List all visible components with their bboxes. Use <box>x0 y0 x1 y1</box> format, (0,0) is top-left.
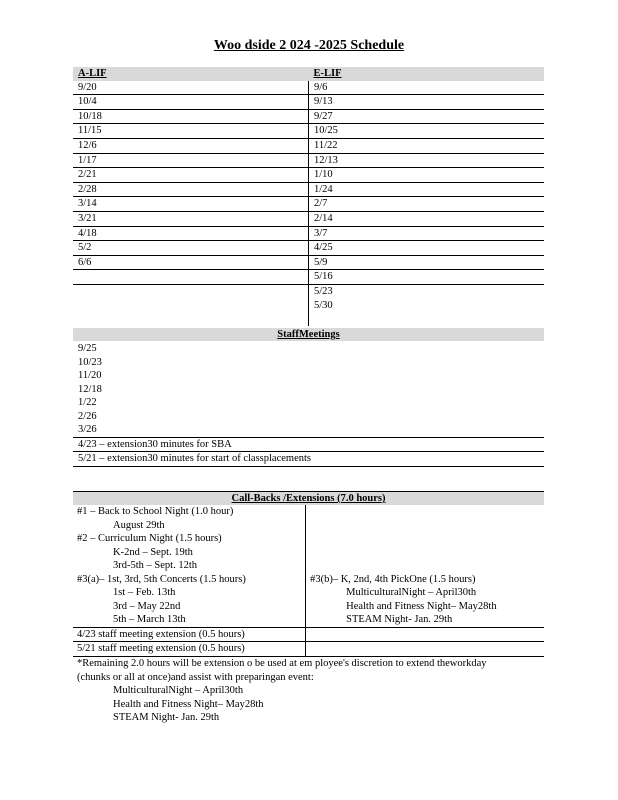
callback-3a: #3(a)– 1st, 3rd, 5th Concerts (1.5 hours) <box>77 573 246 585</box>
lif-row <box>73 312 544 326</box>
lif-row <box>73 109 544 124</box>
lif-row <box>73 138 544 153</box>
note-line-2: (chunks or all at once)and assist with preparingan event: <box>77 671 314 683</box>
lif-table <box>73 67 544 326</box>
a-lif-date: 11/15 <box>73 124 309 139</box>
e-lif-date: 9/13 <box>309 95 545 110</box>
lif-row <box>73 182 544 197</box>
callback-3a-date-3: 5th – March 13th <box>113 614 186 625</box>
callback-3b-event-1: MulticulturalNight – April30th <box>346 587 477 598</box>
callback-3a-date-1: 1st – Feb. 13th <box>113 587 176 598</box>
lif-row <box>73 168 544 183</box>
staff-meetings-section <box>73 328 544 467</box>
lif-row <box>73 95 544 110</box>
remaining-hours-note <box>77 657 547 725</box>
e-lif-date: 9/27 <box>309 109 545 124</box>
a-lif-date: 6/6 <box>73 255 309 270</box>
note-event-1: MulticulturalNight – April30th <box>113 685 244 696</box>
lif-row <box>73 81 544 95</box>
note-event-3: STEAM Night- Jan. 29th <box>113 712 220 723</box>
callback-1-date: August 29th <box>113 519 165 531</box>
staff-meeting-date: 10/23 <box>78 356 102 368</box>
a-lif-date: 10/4 <box>73 95 309 110</box>
page-title: Woo dside 2 024 -2025 Schedule <box>213 38 405 53</box>
a-lif-date: 10/18 <box>73 109 309 124</box>
e-lif-date: 1/10 <box>309 168 545 183</box>
a-lif-date: 9/20 <box>73 81 309 95</box>
callback-2-date-a: K-2nd – Sept. 19th <box>113 546 193 558</box>
staff-meeting-date: 4/23 – extension30 minutes for SBA <box>73 437 544 453</box>
callback-3b-event-2: Health and Fitness Night– May28th <box>346 600 497 612</box>
e-lif-date: 3/7 <box>309 226 545 241</box>
e-lif-date: 5/23 <box>314 285 333 297</box>
lif-row <box>73 153 544 168</box>
lif-row <box>73 197 544 212</box>
staff-meetings-list <box>73 341 544 467</box>
a-lif-date: 3/21 <box>73 211 309 226</box>
lif-header-row <box>73 67 544 81</box>
e-lif-date: 2/7 <box>309 197 545 212</box>
callback-2-date-b: 3rd-5th – Sept. 12th <box>113 560 197 571</box>
e-lif-date: 5/16 <box>309 270 545 285</box>
callback-3b: #3(b)– K, 2nd, 4th PickOne (1.5 hours) <box>310 573 476 585</box>
callback-1: #1 – Back to School Night (1.0 hour) <box>77 506 234 517</box>
note-line-1: *Remaining 2.0 hours will be extension o be used at em ployee's discretion to extend theworkday <box>77 658 487 669</box>
e-lif-date: 12/13 <box>309 153 545 168</box>
staff-meeting-date: 11/20 <box>78 370 102 381</box>
e-lif-date: 1/24 <box>309 182 545 197</box>
a-lif-date <box>73 284 309 298</box>
extension-2: 5/21 staff meeting extension (0.5 hours) <box>77 643 245 654</box>
e-lif-date: 9/6 <box>309 81 545 95</box>
a-lif-date <box>73 270 309 285</box>
e-lif-date: 2/14 <box>309 211 545 226</box>
e-lif-date: 5/9 <box>309 255 545 270</box>
e-lif-date: 4/25 <box>309 241 545 256</box>
staff-meeting-date: 12/18 <box>78 383 102 395</box>
e-lif-header: E-LIF <box>313 68 342 79</box>
callback-2: #2 – Curriculum Night (1.5 hours) <box>77 533 222 544</box>
callback-3a-date-2: 3rd – May 22nd <box>113 600 181 612</box>
a-lif-date: 2/28 <box>73 182 309 197</box>
staff-meeting-date: 9/25 <box>78 343 97 354</box>
lif-row <box>73 270 544 285</box>
staff-meeting-date: 1/22 <box>78 397 97 408</box>
a-lif-date: 3/14 <box>73 197 309 212</box>
e-lif-date: 11/22 <box>309 138 545 153</box>
e-lif-date: 10/25 <box>309 124 545 139</box>
staff-meeting-date: 3/26 <box>78 424 97 435</box>
a-lif-date: 1/17 <box>73 153 309 168</box>
staff-meeting-date: 2/26 <box>78 410 97 422</box>
lif-row <box>73 299 544 313</box>
extension-1: 4/23 staff meeting extension (0.5 hours) <box>77 628 245 640</box>
a-lif-date: 12/6 <box>73 138 309 153</box>
a-lif-date: 2/21 <box>73 168 309 183</box>
staff-meetings-header: StaffMeetings <box>73 328 544 341</box>
lif-row <box>73 124 544 139</box>
lif-row <box>73 284 544 298</box>
callback-3b-event-3: STEAM Night- Jan. 29th <box>346 614 453 625</box>
a-lif-date: 5/2 <box>73 241 309 256</box>
callbacks-header: Call-Backs /Extensions (7.0 hours) <box>73 491 544 505</box>
lif-row <box>73 211 544 226</box>
a-lif-date: 4/18 <box>73 226 309 241</box>
lif-section <box>73 67 544 326</box>
e-lif-date <box>309 312 545 326</box>
staff-meeting-date: 5/21 – extension30 minutes for start of classplacements <box>73 452 544 467</box>
note-event-2: Health and Fitness Night– May28th <box>113 698 264 710</box>
callbacks-section <box>73 491 544 657</box>
callbacks-table <box>73 505 544 657</box>
a-lif-date <box>73 299 309 313</box>
a-lif-date <box>73 312 309 326</box>
lif-row <box>73 255 544 270</box>
lif-row <box>73 226 544 241</box>
e-lif-date: 5/30 <box>314 299 333 311</box>
lif-row <box>73 241 544 256</box>
a-lif-header: A-LIF <box>78 68 107 79</box>
